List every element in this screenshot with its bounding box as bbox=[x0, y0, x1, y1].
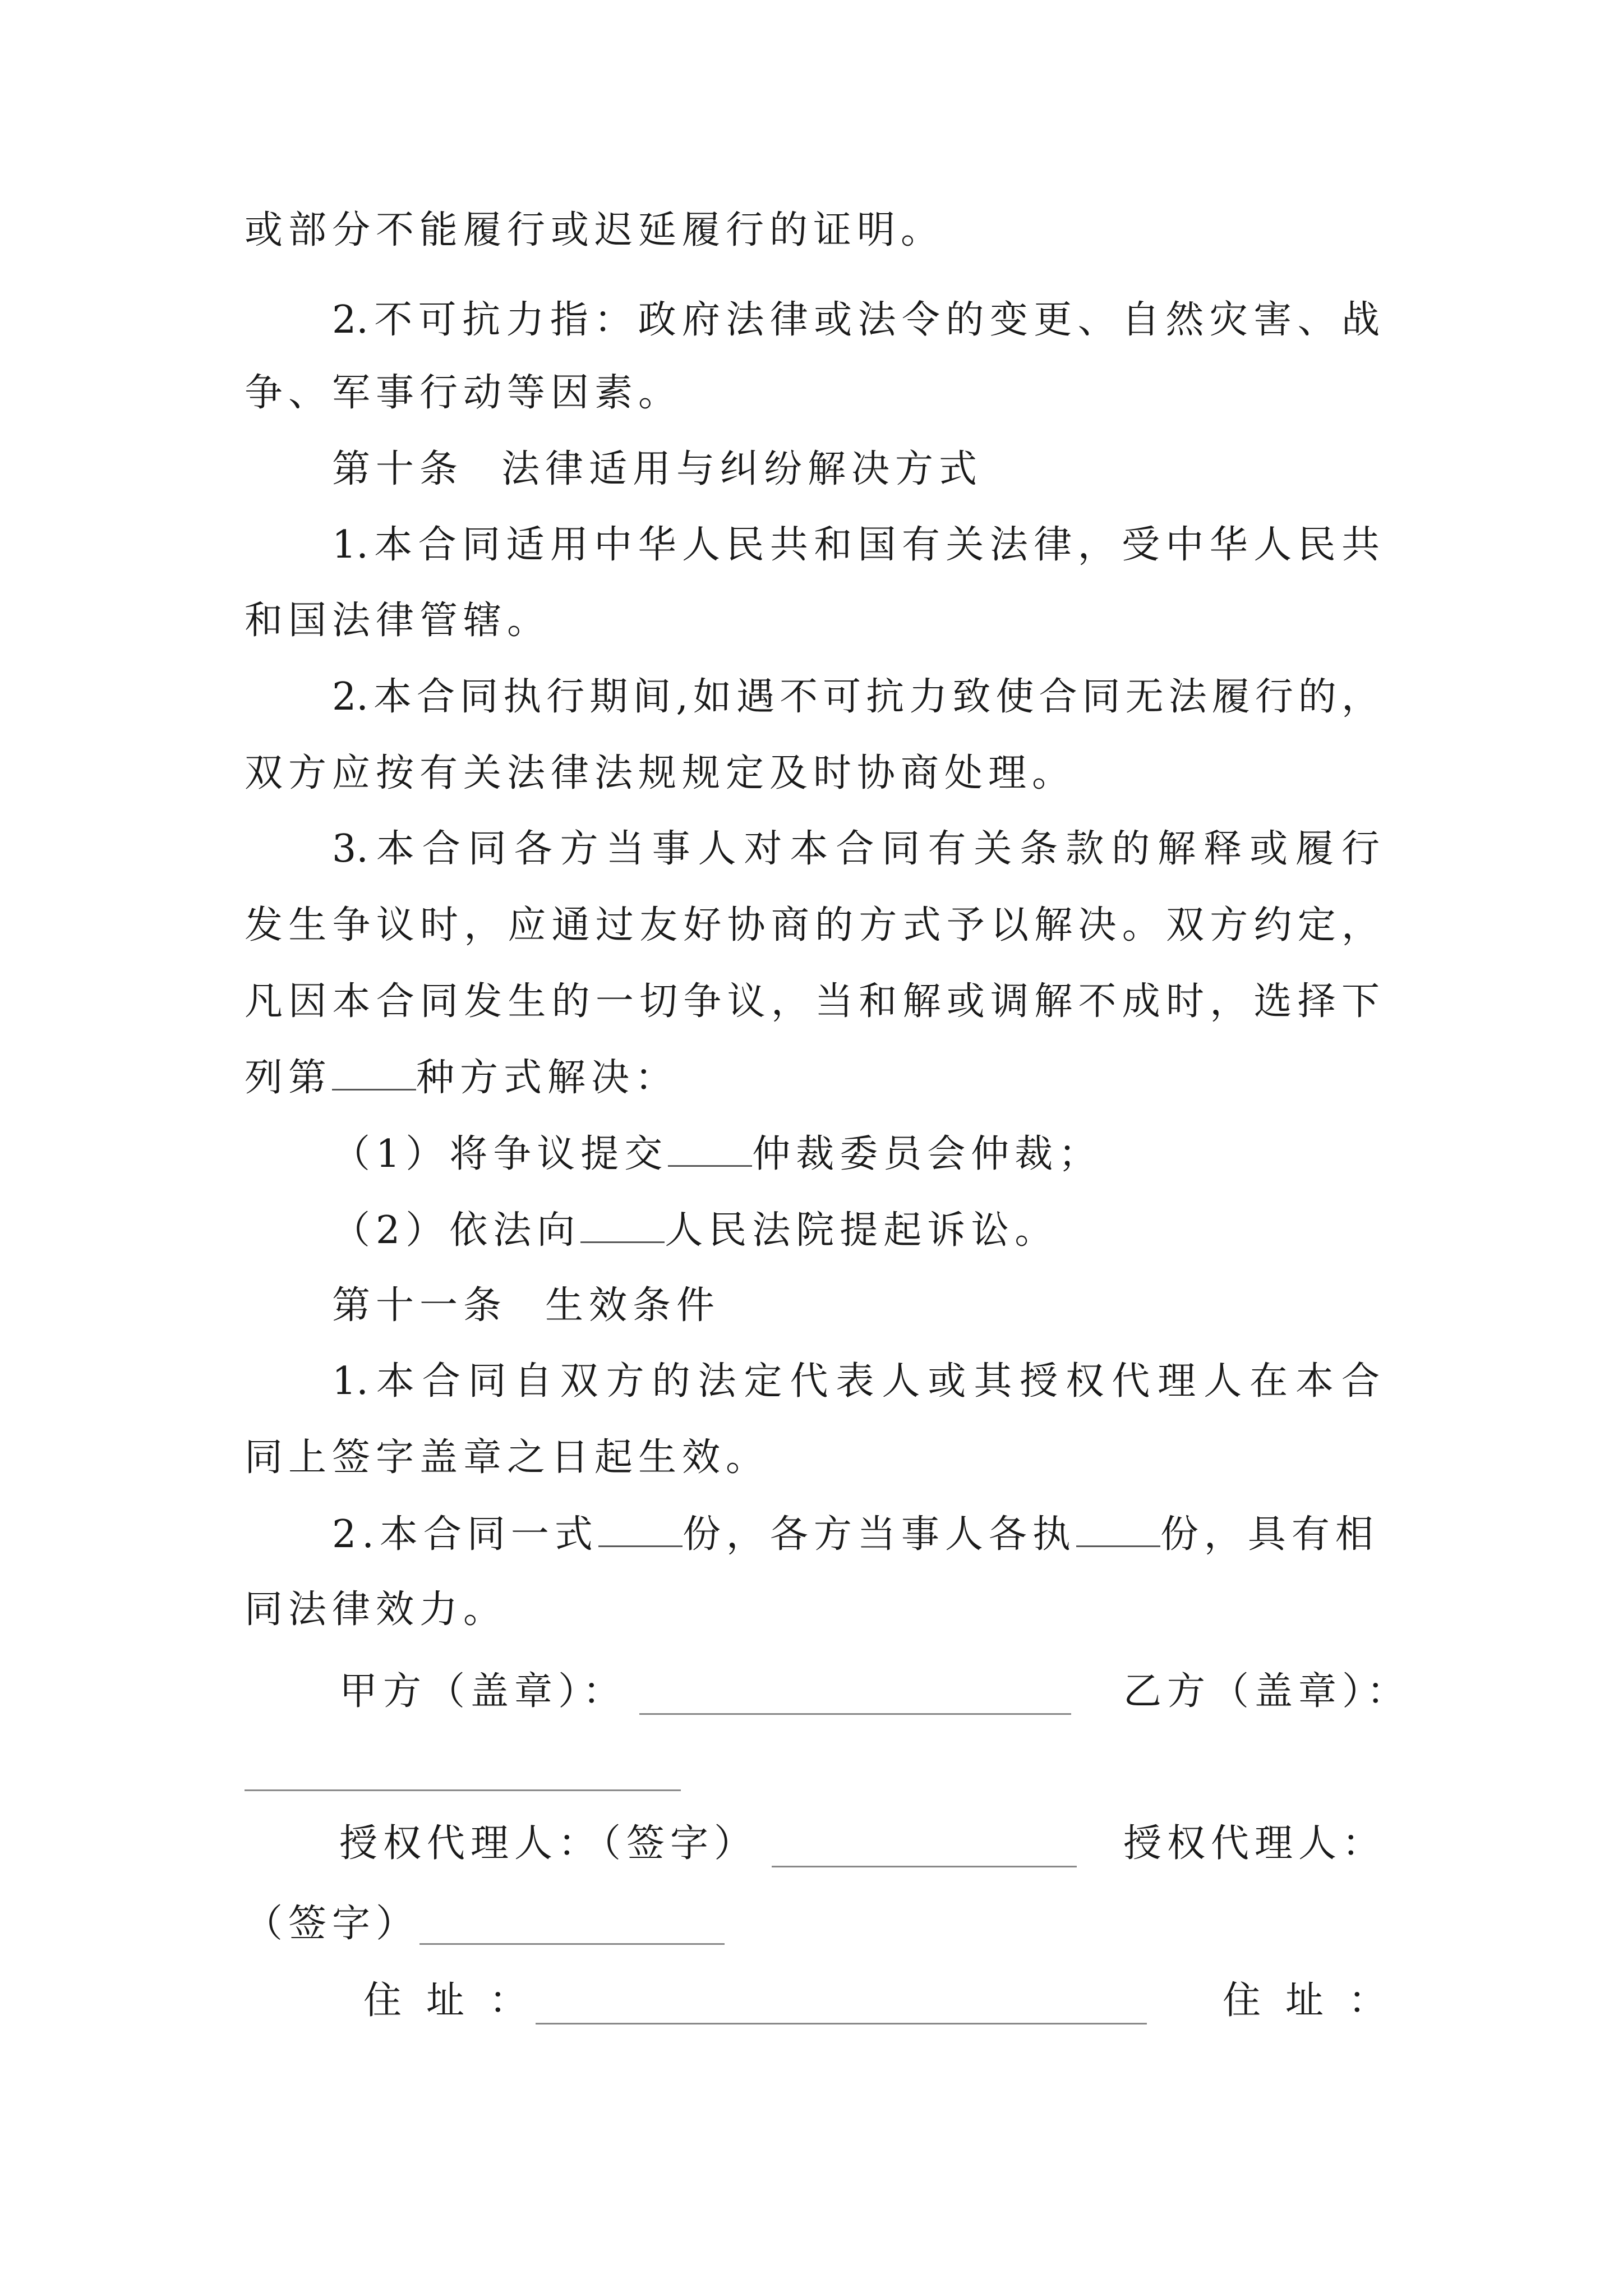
party-a-seal-label: 甲方（盖章）： bbox=[339, 1669, 627, 1714]
arbitration-blank[interactable] bbox=[668, 1131, 752, 1167]
paragraph-line: 争、军事行动等因素。 bbox=[245, 371, 683, 415]
article-title: 法律适用与纠纷解决方式 bbox=[501, 447, 983, 491]
party-b-seal-label: 乙方（盖章）： bbox=[1123, 1669, 1411, 1714]
paragraph-line: 同法律效力。 bbox=[245, 1588, 508, 1632]
address-a-line[interactable] bbox=[536, 2023, 1147, 2024]
address-a-label: 住址： bbox=[363, 1978, 552, 2023]
agent-b-sign-label: （签字） bbox=[245, 1902, 420, 1946]
agent-b-label: 授权代理人： bbox=[1123, 1821, 1386, 1866]
choice-blank[interactable] bbox=[332, 1055, 416, 1091]
copies-each-blank[interactable] bbox=[1076, 1512, 1160, 1547]
paragraph-line: 2.不可抗力指：政府法律或法令的变更、自然灾害、战 bbox=[332, 298, 1380, 342]
agent-a-label: 授权代理人：（签字） bbox=[339, 1821, 758, 1866]
agent-a-sign-line[interactable] bbox=[772, 1866, 1077, 1867]
article-heading-11 bbox=[332, 1283, 720, 1328]
paragraph-line: 发生争议时，应通过友好协商的方式予以解决。双方约定， bbox=[245, 903, 1380, 947]
court-blank[interactable] bbox=[580, 1208, 665, 1243]
party-b-seal-line[interactable] bbox=[245, 1789, 681, 1791]
paragraph-line: 同上签字盖章之日起生效。 bbox=[245, 1435, 770, 1480]
paragraph-line: 或部分不能履行或迟延履行的证明。 bbox=[245, 208, 945, 252]
option-line: （1）将争议提交 仲裁委员会仲裁； bbox=[332, 1132, 1103, 1176]
agent-b-sign-line[interactable] bbox=[419, 1943, 725, 1945]
article-number: 第十一条 bbox=[332, 1283, 508, 1328]
paragraph-line: 2.本合同一式 份，各方当事人各执 份，具有相 bbox=[332, 1512, 1379, 1557]
paragraph-line: 3.本合同各方当事人对本合同有关条款的解释或履行 bbox=[332, 827, 1380, 871]
paragraph-line: 列第 种方式解决： bbox=[245, 1056, 679, 1100]
paragraph-line: 和国法律管辖。 bbox=[245, 599, 551, 643]
article-number: 第十条 bbox=[332, 447, 464, 491]
party-a-seal-line[interactable] bbox=[639, 1713, 1071, 1715]
paragraph-line: 凡因本合同发生的一切争议，当和解或调解不成时，选择下 bbox=[245, 979, 1380, 1024]
paragraph-line: 双方应按有关法律法规规定及时协商处理。 bbox=[245, 751, 1076, 795]
copies-total-blank[interactable] bbox=[598, 1512, 683, 1547]
paragraph-line: 2.本合同执行期间,如遇不可抗力致使合同无法履行的， bbox=[332, 675, 1380, 719]
address-b-label: 住址： bbox=[1223, 1978, 1412, 2023]
paragraph-line: 1.本合同自双方的法定代表人或其授权代理人在本合 bbox=[332, 1359, 1380, 1404]
article-title: 生效条件 bbox=[545, 1283, 721, 1328]
option-line: （2）依法向 人民法院提起诉讼。 bbox=[332, 1208, 1059, 1253]
paragraph-line: 1.本合同适用中华人民共和国有关法律，受中华人民共 bbox=[332, 523, 1380, 567]
article-heading-10 bbox=[332, 447, 983, 492]
